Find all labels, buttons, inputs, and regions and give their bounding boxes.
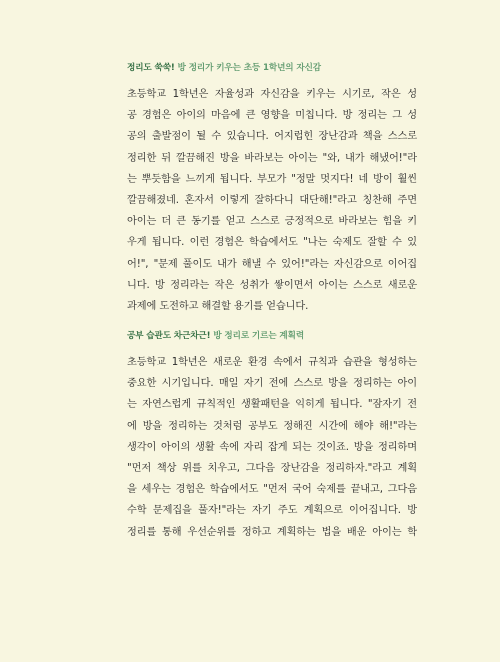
heading-lead: 공부 습관도 차근차근! [127,331,211,341]
body-paragraph [127,352,417,543]
text-line: 정리한 뒤 깔끔해진 방을 바라보는 아이는 "와, 내가 해냈어!"라 [127,152,417,164]
section-heading [127,330,417,342]
text-line: 는 자연스럽게 규칙적인 생활패턴을 익히게 됩니다. "잠자기 전 [127,399,417,411]
text-line: "먼저 책상 위를 치우고, 그다음 장난감을 정리하자."라고 계획 [127,463,417,475]
text-line: 니다. 방 정리라는 작은 성취가 쌓이면서 아이는 스스로 새로운 [127,279,417,291]
section-planning [127,330,417,543]
text-line: 정리를 통해 우선순위를 정하고 계획하는 법을 배운 아이는 학 [127,526,417,538]
text-line: 생각이 아이의 생활 속에 자리 잡게 되는 것이죠. 방을 정리하며 [127,441,417,453]
text-line: 초등학교 1학년은 새로운 환경 속에서 규칙과 습관을 형성하는 [127,357,417,368]
text-line: 공 경험은 아이의 마음에 큰 영향을 미칩니다. 방 정리는 그 성 [127,110,417,122]
text-line: 깔끔해졌네. 혼자서 이렇게 잘하다니 대단해!"라고 칭찬해 주면 [127,195,417,207]
text-line: 과제에 도전하고 해결할 용기를 얻습니다. [127,301,309,313]
text-line: 수학 문제집을 풀자!"라는 자기 주도 계획으로 이어집니다. 방 [127,505,417,517]
section-confidence [127,62,417,317]
text-line: 을 세우는 경험은 학습에서도 "먼저 국어 숙제를 끝내고, 그다음 [127,484,417,496]
heading-subtitle: 방 정리로 기르는 계획력 [213,331,305,341]
text-line: 아이는 더 큰 동기를 얻고 스스로 긍정적으로 바라보는 힘을 키 [127,216,417,228]
text-line: 에 방을 정리하는 것처럼 공부도 정해진 시간에 해야 해!"라는 [127,420,417,432]
body-paragraph [127,84,417,317]
text-line: 어!", "문제 풀이도 내가 해낼 수 있어!"라는 자신감으로 이어집 [127,258,417,270]
text-line: 중요한 시기입니다. 매일 자기 전에 스스로 방을 정리하는 아이 [127,378,417,390]
heading-subtitle: 방 정리가 키우는 초등 1학년의 자신감 [177,63,322,73]
heading-lead: 정리도 쑥쑥! [127,63,175,73]
text-line: 초등학교 1학년은 자율성과 자신감을 키우는 시기로, 작은 성 [127,89,417,100]
text-line: 우게 됩니다. 이런 경험은 학습에서도 "나는 숙제도 잘할 수 있 [127,237,417,249]
section-heading [127,62,417,74]
text-line: 공의 출발점이 될 수 있습니다. 어지럽힌 장난감과 책을 스스로 [127,131,417,143]
text-line: 는 뿌듯함을 느끼게 됩니다. 부모가 "정말 멋지다! 네 방이 훨씬 [127,173,417,185]
